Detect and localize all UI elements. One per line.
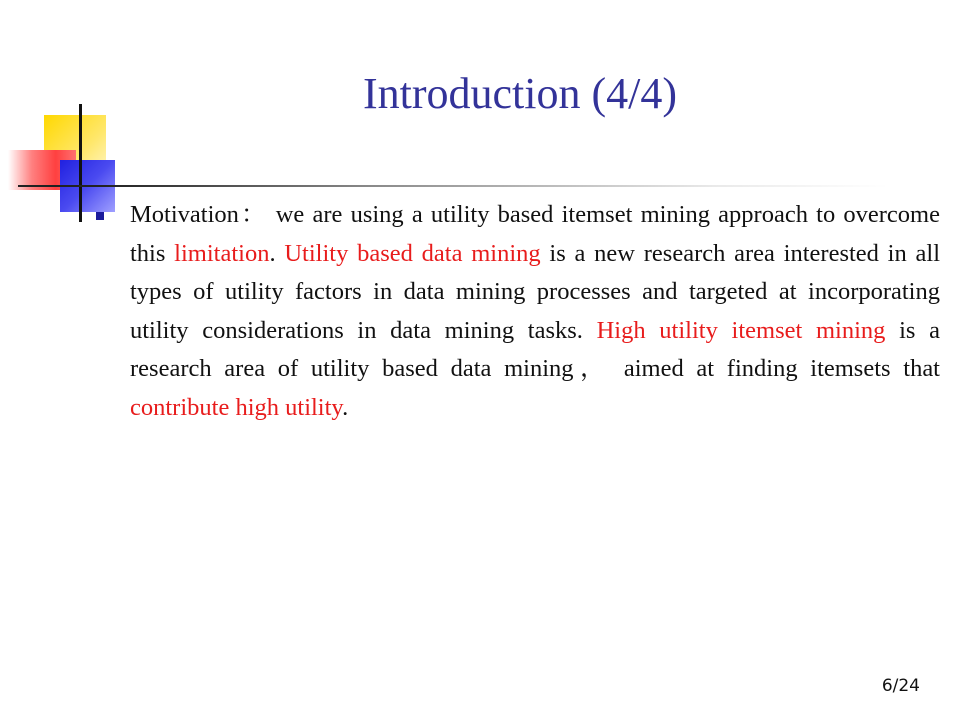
text-segment: is a new research area interested in all types of utility factors in data mining processes and targeted at incorporating utility considerations in data mining tasks.	[130, 239, 940, 344]
slide-title: Introduction (4/4)	[362, 69, 678, 118]
highlight-limitation: limitation	[174, 239, 270, 267]
highlight-utility-based-data-mining: Utility based data mining	[284, 239, 541, 267]
highlight-high-utility-itemset-mining: High utility itemset mining	[596, 316, 886, 344]
text-segment: .	[342, 393, 349, 421]
text-segment: is a research area of utility based data mining， aimed at finding itemsets that	[130, 316, 941, 382]
horizontal-rule-decoration	[18, 185, 888, 187]
vertical-rule-decoration	[79, 104, 82, 222]
text-segment: Motivation： we are using a utility based itemset mining approach to overcome this	[130, 201, 940, 267]
square-bullet-icon	[96, 212, 104, 220]
page-number: 6/24	[881, 676, 920, 696]
text-segment: .	[269, 239, 285, 267]
highlight-contribute-high-utility: contribute high utility	[130, 393, 343, 421]
bullet-text	[130, 196, 940, 427]
